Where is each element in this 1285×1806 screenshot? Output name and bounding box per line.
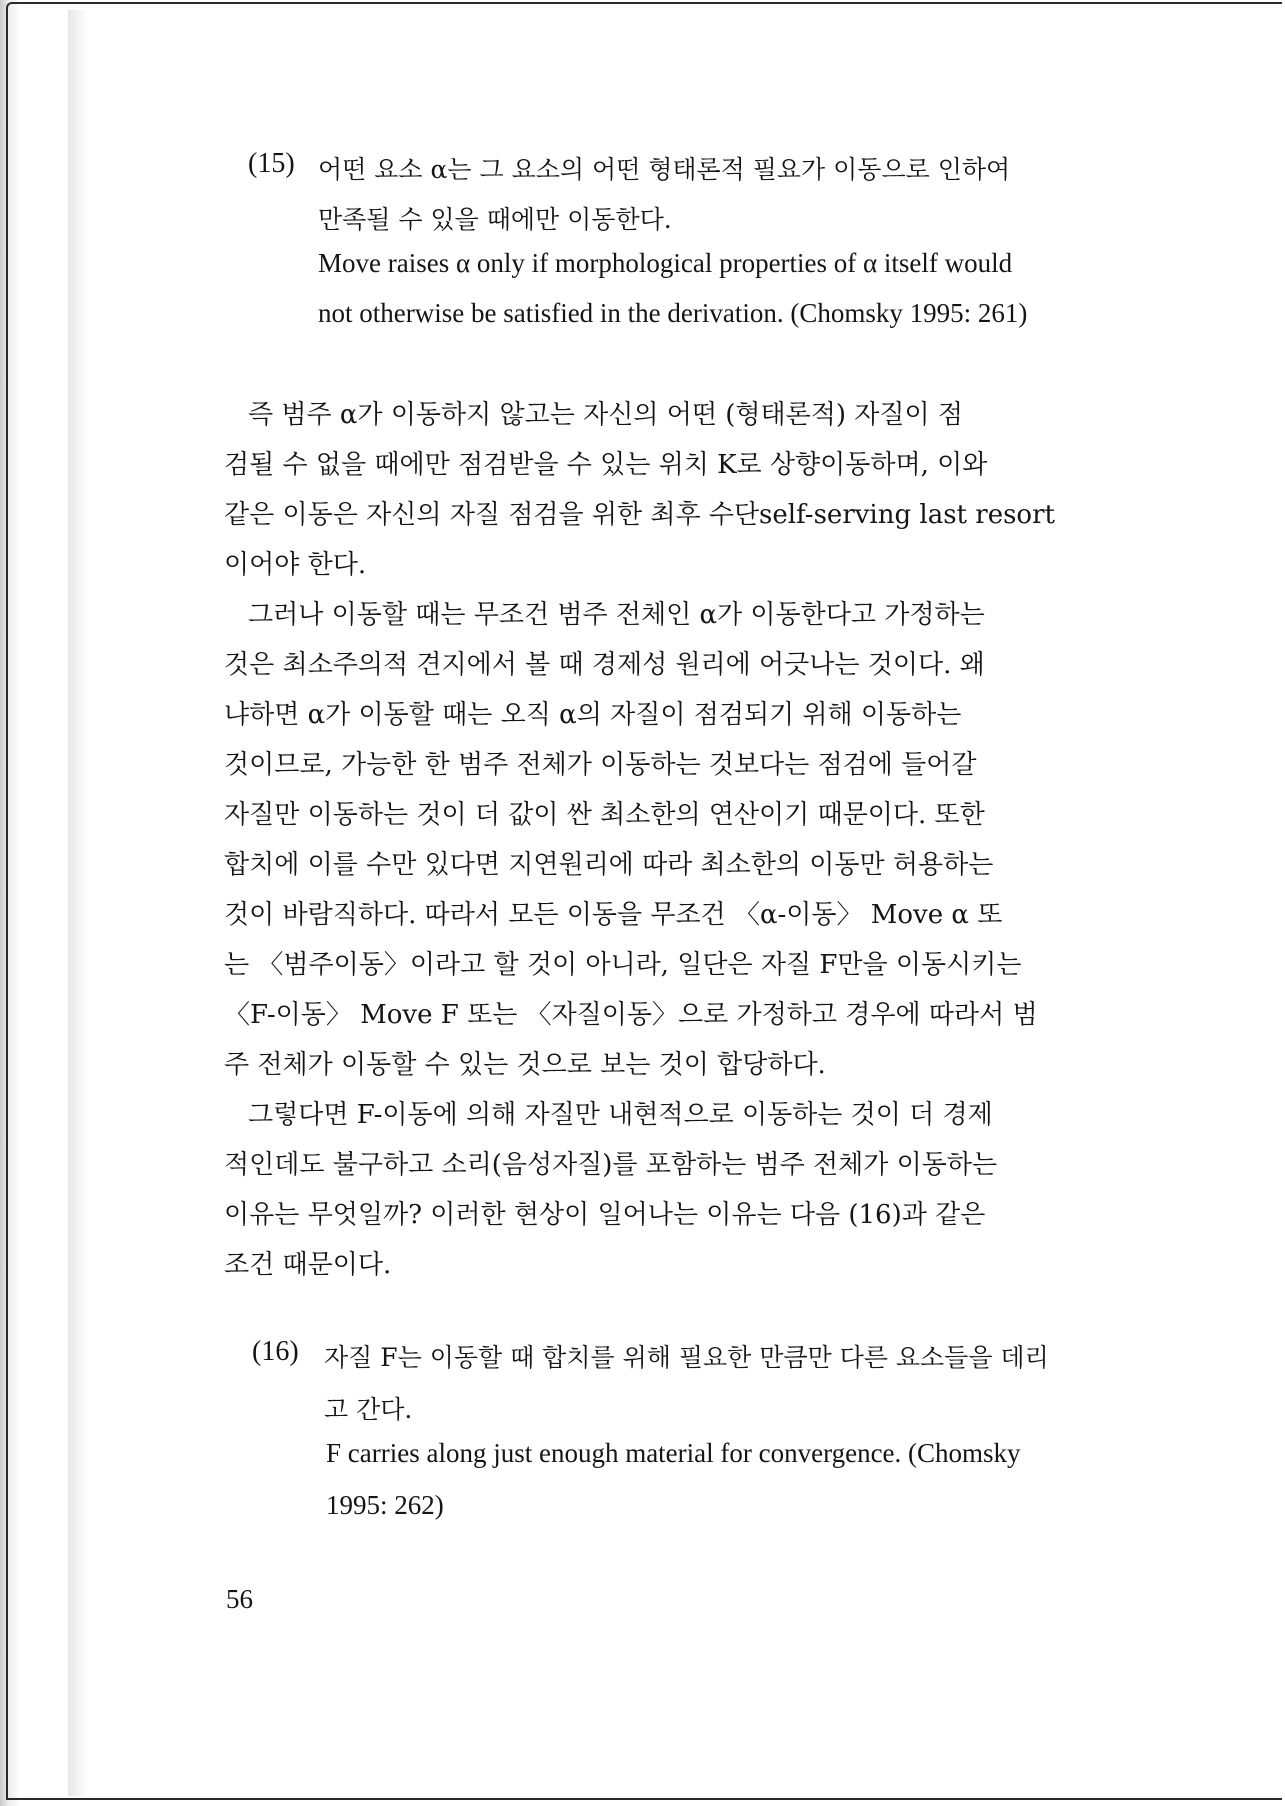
example-english-line: Move raises α only if morphological properties of α itself would (318, 248, 1013, 278)
example-korean-line: 어떤 요소 α는 그 요소의 어떤 형태론적 필요가 이동으로 인하여 (318, 155, 1011, 184)
paragraph-line: 합치에 이를 수만 있다면 지연원리에 따라 최소한의 이동만 허용하는 (224, 850, 994, 880)
page-number: 56 (226, 1584, 253, 1614)
example-english-line: 1995: 262) (326, 1490, 444, 1520)
example-number: (15) (248, 148, 295, 179)
paragraph-line: 같은 이동은 자신의 자질 점검을 위한 최후 수단self-serving last resort (224, 500, 1055, 530)
paragraph-line: 그러나 이동할 때는 무조건 범주 전체인 α가 이동한다고 가정하는 (248, 600, 985, 630)
example-english-line: F carries along just enough material for convergence. (Chomsky (326, 1438, 1021, 1468)
paragraph-line: 자질만 이동하는 것이 더 값이 싼 최소한의 연산이기 때문이다. 또한 (224, 800, 985, 830)
paragraph-line: 조건 때문이다. (224, 1250, 392, 1280)
example-korean-line: 만족될 수 있을 때에만 이동한다. (318, 205, 672, 234)
paragraph-line: 냐하면 α가 이동할 때는 오직 α의 자질이 점검되기 위해 이동하는 (224, 700, 962, 730)
paragraph-line: 것은 최소주의적 견지에서 볼 때 경제성 원리에 어긋나는 것이다. 왜 (224, 650, 985, 680)
paragraph-line: 그렇다면 F-이동에 의해 자질만 내현적으로 이동하는 것이 더 경제 (248, 1100, 993, 1130)
example-korean-line: 자질 F는 이동할 때 합치를 위해 필요한 만큼만 다른 요소들을 데리 (324, 1343, 1049, 1372)
paragraph-line: 것이므로, 가능한 한 범주 전체가 이동하는 것보다는 점검에 들어갈 (224, 750, 977, 780)
paragraph-line: 이유는 무엇일까? 이러한 현상이 일어나는 이유는 다음 (16)과 같은 (224, 1200, 986, 1230)
paragraph-line: 〈F-이동〉 Move F 또는 〈자질이동〉으로 가정하고 경우에 따라서 범 (224, 1000, 1038, 1030)
paragraph-line: 이어야 한다. (224, 550, 367, 580)
paragraph-line: 는 〈범주이동〉이라고 할 것이 아니라, 일단은 자질 F만을 이동시키는 (224, 950, 1022, 980)
paragraph-line: 검될 수 없을 때에만 점검받을 수 있는 위치 K로 상향이동하며, 이와 (224, 450, 988, 480)
paragraph-line: 것이 바람직하다. 따라서 모든 이동을 무조건 〈α-이동〉 Move α 또 (224, 900, 1003, 930)
example-english-line: not otherwise be satisfied in the derivation. (Chomsky 1995: 261) (318, 298, 1028, 328)
paragraph-line: 적인데도 불구하고 소리(음성자질)를 포함하는 범주 전체가 이동하는 (224, 1150, 998, 1180)
example-korean-line: 고 간다. (324, 1395, 413, 1424)
paragraph-line: 즉 범주 α가 이동하지 않고는 자신의 어떤 (형태론적) 자질이 점 (248, 400, 964, 430)
paragraph-line: 주 전체가 이동할 수 있는 것으로 보는 것이 합당하다. (224, 1050, 826, 1080)
example-number: (16) (252, 1336, 299, 1367)
